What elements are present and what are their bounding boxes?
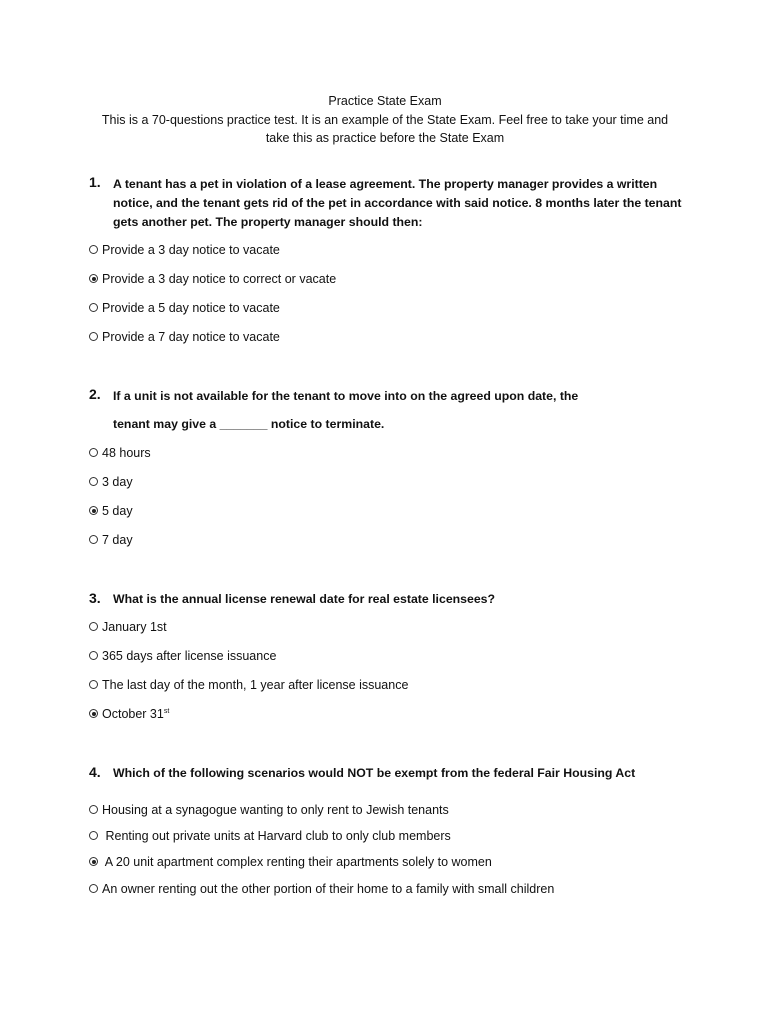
option-label: Housing at a synagogue wanting to only rent to Jewish tenants [102, 803, 449, 817]
answer-option[interactable] [89, 707, 169, 721]
option-label: 7 day [102, 533, 133, 547]
question-number: 3. [89, 590, 101, 606]
option-label: 48 hours [102, 446, 151, 460]
radio-icon[interactable] [89, 680, 98, 689]
option-label: 5 day [102, 504, 133, 518]
page-title: Practice State Exam [328, 94, 442, 108]
question-line: gets another pet. The property manager should then: [113, 215, 423, 229]
option-label: The last day of the month, 1 year after license issuance [102, 678, 409, 692]
option-label: 365 days after license issuance [102, 649, 277, 663]
page-subtitle [100, 111, 670, 147]
option-label: Provide a 5 day notice to vacate [102, 301, 280, 315]
question-number: 4. [89, 764, 101, 780]
question-line: What is the annual license renewal date for real estate licensees? [113, 592, 496, 606]
answer-option[interactable] [89, 475, 133, 489]
option-label: An owner renting out the other portion of their home to a family with small children [102, 882, 555, 896]
answer-option[interactable] [89, 533, 133, 547]
answer-option[interactable] [89, 504, 133, 518]
question-number: 2. [89, 386, 101, 402]
question-line: tenant may give a _______ notice to terminate. [113, 417, 385, 431]
radio-icon[interactable] [89, 332, 98, 341]
answer-option[interactable] [89, 803, 449, 817]
question-line: If a unit is not available for the tenant to move into on the agreed upon date, the [113, 389, 579, 403]
radio-icon[interactable] [89, 448, 98, 457]
radio-icon[interactable] [89, 477, 98, 486]
answer-option[interactable] [89, 855, 492, 869]
question-text [113, 175, 688, 232]
option-label: October 31 [102, 707, 164, 721]
answer-option[interactable] [89, 446, 151, 460]
radio-selected-icon[interactable] [89, 506, 98, 515]
option-label: January 1st [102, 620, 167, 634]
radio-icon[interactable] [89, 831, 98, 840]
option-label: 3 day [102, 475, 133, 489]
answer-option[interactable] [89, 829, 451, 843]
question-number: 1. [89, 174, 101, 190]
radio-icon[interactable] [89, 622, 98, 631]
answer-option[interactable] [89, 882, 554, 896]
question-text [113, 590, 688, 609]
radio-icon[interactable] [89, 651, 98, 660]
question-line: A tenant has a pet in violation of a lease agreement. The property manager provides a written [113, 177, 658, 191]
radio-icon[interactable] [89, 245, 98, 254]
answer-option[interactable] [89, 330, 280, 344]
option-label: Provide a 3 day notice to vacate [102, 243, 280, 257]
radio-icon[interactable] [89, 884, 98, 893]
subtitle-line: take this as practice before the State Exam [265, 131, 505, 145]
answer-option[interactable] [89, 620, 167, 634]
radio-selected-icon[interactable] [89, 857, 98, 866]
question-line: notice, and the tenant gets rid of the pet in accordance with said notice. 8 months later the tenant [113, 196, 682, 210]
subtitle-line: This is a 70-questions practice test. It is an example of the State Exam. Feel free to take your time and [101, 113, 669, 127]
question-text [113, 387, 688, 434]
radio-selected-icon[interactable] [89, 709, 98, 718]
answer-option[interactable] [89, 243, 280, 257]
radio-icon[interactable] [89, 303, 98, 312]
option-label: Provide a 3 day notice to correct or vacate [102, 272, 337, 286]
answer-option[interactable] [89, 301, 280, 315]
radio-icon[interactable] [89, 535, 98, 544]
radio-icon[interactable] [89, 805, 98, 814]
answer-option[interactable] [89, 649, 276, 663]
answer-option[interactable] [89, 678, 408, 692]
answer-option[interactable] [89, 272, 336, 286]
question-line: Which of the following scenarios would NOT be exempt from the federal Fair Housing Act [113, 766, 636, 780]
option-label: A 20 unit apartment complex renting their apartments solely to women [102, 855, 492, 869]
option-label-superscript: st [163, 707, 170, 715]
option-label: Provide a 7 day notice to vacate [102, 330, 280, 344]
option-label: Renting out private units at Harvard club to only club members [102, 829, 451, 843]
question-text [113, 764, 688, 783]
radio-selected-icon[interactable] [89, 274, 98, 283]
